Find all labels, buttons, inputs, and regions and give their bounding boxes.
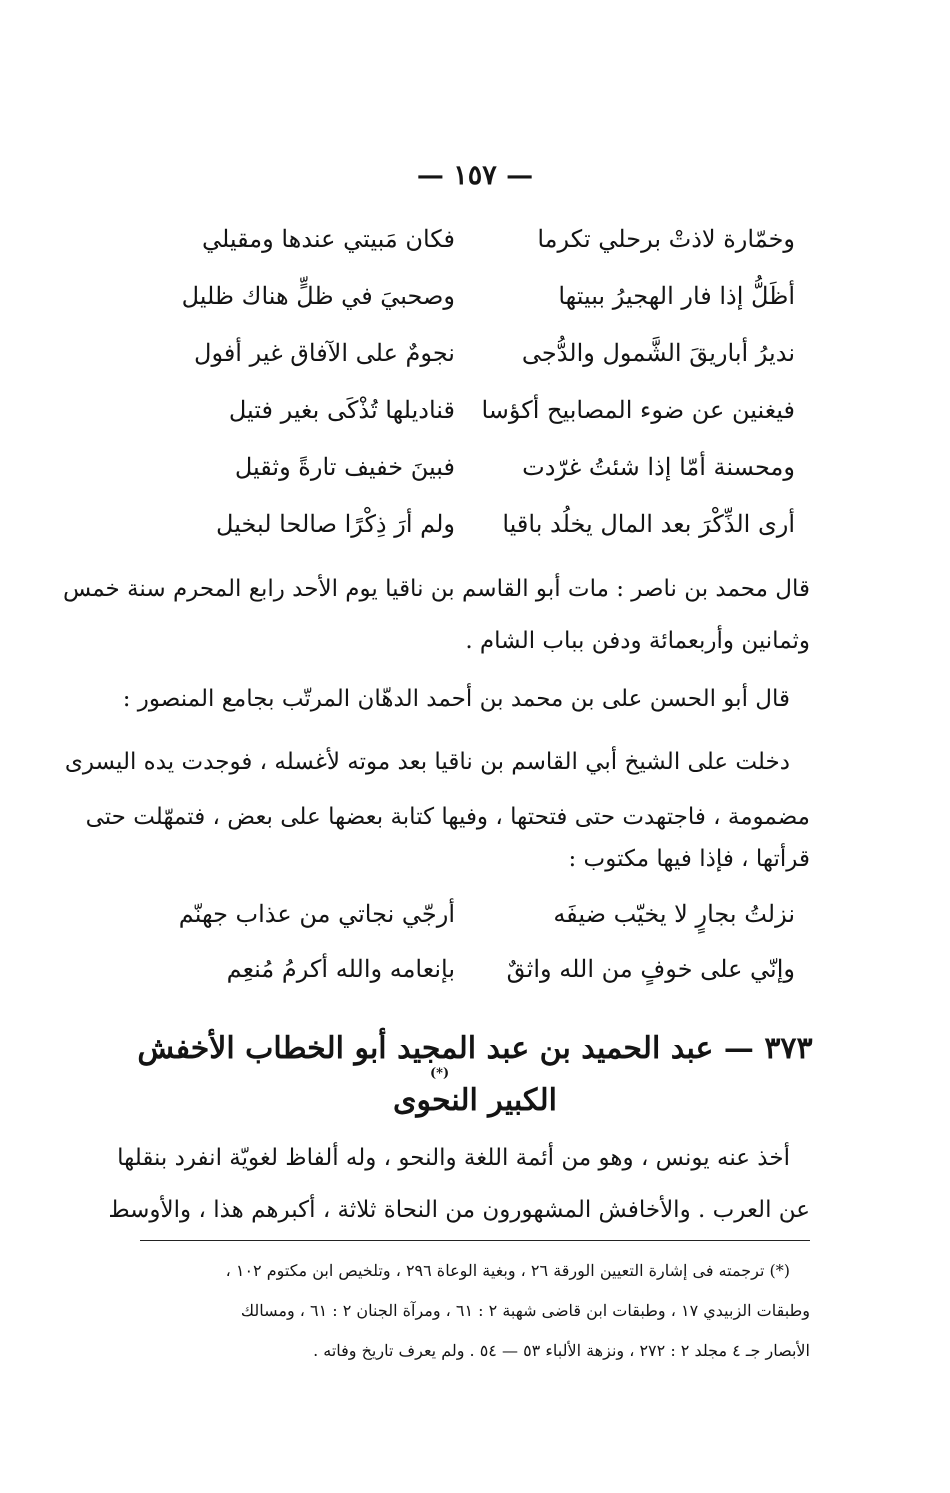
paragraph-line: قال أبو الحسن على بن محمد بن أحمد الدهّان المرتّب بجامع المنصور : xyxy=(122,686,790,712)
verse-line xyxy=(155,503,795,545)
verse-line xyxy=(155,446,795,488)
footnote-line: (*) ترجمته فى إشارة التعيين الورقة ٢٦ ، وبغية الوعاة ٢٩٦ ، وتلخيص ابن مكتوم ١٠٢ ، xyxy=(225,1261,790,1280)
paragraph-line: قال محمد بن ناصر : مات أبو القاسم بن ناقيا يوم الأحد رابع المحرم سنة خمس xyxy=(62,576,810,602)
footnote-line: وطبقات الزبيدي ١٧ ، وطبقات ابن قاضى شهبة ٢ : ٦١ ، ومرآة الجنان ٢ : ٦١ ، ومسالك xyxy=(240,1301,810,1320)
verse-line xyxy=(155,332,795,374)
verse-second-hemistich: قناديلها تُذْكَى بغير فتيل xyxy=(228,396,455,424)
verse-first-hemistich: أظَلُّ إذا فار الهجيرُ ببيتها xyxy=(558,282,795,310)
verse-line xyxy=(155,218,795,260)
page-number: — ١٥٧ — xyxy=(416,160,534,191)
verse-line xyxy=(155,948,795,990)
verse-first-hemistich: نزلتُ بجارٍ لا يخيّب ضيفَه xyxy=(553,900,795,928)
verse-first-hemistich: ومحسنة أمّا إذا شئتُ غرّدت xyxy=(522,453,795,481)
verse-line xyxy=(155,275,795,317)
verse-second-hemistich: فبينَ خفيف تارةً وثقيل xyxy=(234,453,455,481)
paragraph-line: أخذ عنه يونس ، وهو من أئمة اللغة والنحو ، وله ألفاظ لغويّة انفرد بنقلها xyxy=(117,1145,790,1171)
footnote-marker: (*) xyxy=(430,1066,450,1081)
footnote-line: الأبصار جـ ٤ مجلد ٢ : ٢٧٢ ، ونزهة الألباء ٥٣ — ٥٤ . ولم يعرف تاريخ وفاته . xyxy=(313,1341,810,1360)
paragraph-line: دخلت على الشيخ أبي القاسم بن ناقيا بعد موته لأغسله ، فوجدت يده اليسرى xyxy=(64,749,790,775)
paragraph-line: عن العرب . والأخافش المشهورون من النحاة ثلاثة ، أكبرهم هذا ، والأوسط xyxy=(108,1197,810,1223)
verse-line xyxy=(155,389,795,431)
verse-first-hemistich: أرى الذِّكْرَ بعد المال يخلُد باقيا xyxy=(502,510,795,538)
verse-second-hemistich: بإنعامه والله أكرمُ مُنعِم xyxy=(226,955,455,983)
verse-second-hemistich: فكان مَبيتي عندها ومقيلي xyxy=(201,225,455,253)
paragraph-line: مضمومة ، فاجتهدت حتى فتحتها ، وفيها كتابة بعضها على بعض ، فتمهّلت حتى xyxy=(85,804,810,830)
verse-first-hemistich: نديرُ أباريقَ الشَّمول والدُّجى xyxy=(521,339,795,367)
verse-first-hemistich: فيغنين عن ضوء المصابيح أكؤسا xyxy=(481,396,795,424)
verse-second-hemistich: وصحبيَ في ظلٍّ هناك ظليل xyxy=(181,282,455,310)
section-heading-subtitle: الكبير النحوى xyxy=(392,1083,558,1118)
paragraph-line: وثمانين وأربعمائة ودفن بباب الشام . xyxy=(465,628,810,654)
footnote-divider xyxy=(140,1240,810,1241)
verse-first-hemistich: وإنّي على خوفٍ من الله واثقٌ xyxy=(506,955,795,983)
verse-first-hemistich: وخمّارة لاذتْ برحلي تكرما xyxy=(537,225,795,253)
verse-second-hemistich: نجومٌ على الآفاق غير أفول xyxy=(194,339,455,367)
section-heading: ٣٧٣ — عبد الحميد بن عبد المجيد أبو الخطاب الأخفش xyxy=(137,1031,813,1066)
verse-line xyxy=(155,893,795,935)
verse-second-hemistich: أرجّي نجاتي من عذاب جهنّم xyxy=(178,900,455,928)
paragraph-line: قرأتها ، فإذا فيها مكتوب : xyxy=(568,846,810,872)
verse-second-hemistich: ولم أرَ ذِكْرًا صالحا لبخيل xyxy=(216,510,455,538)
